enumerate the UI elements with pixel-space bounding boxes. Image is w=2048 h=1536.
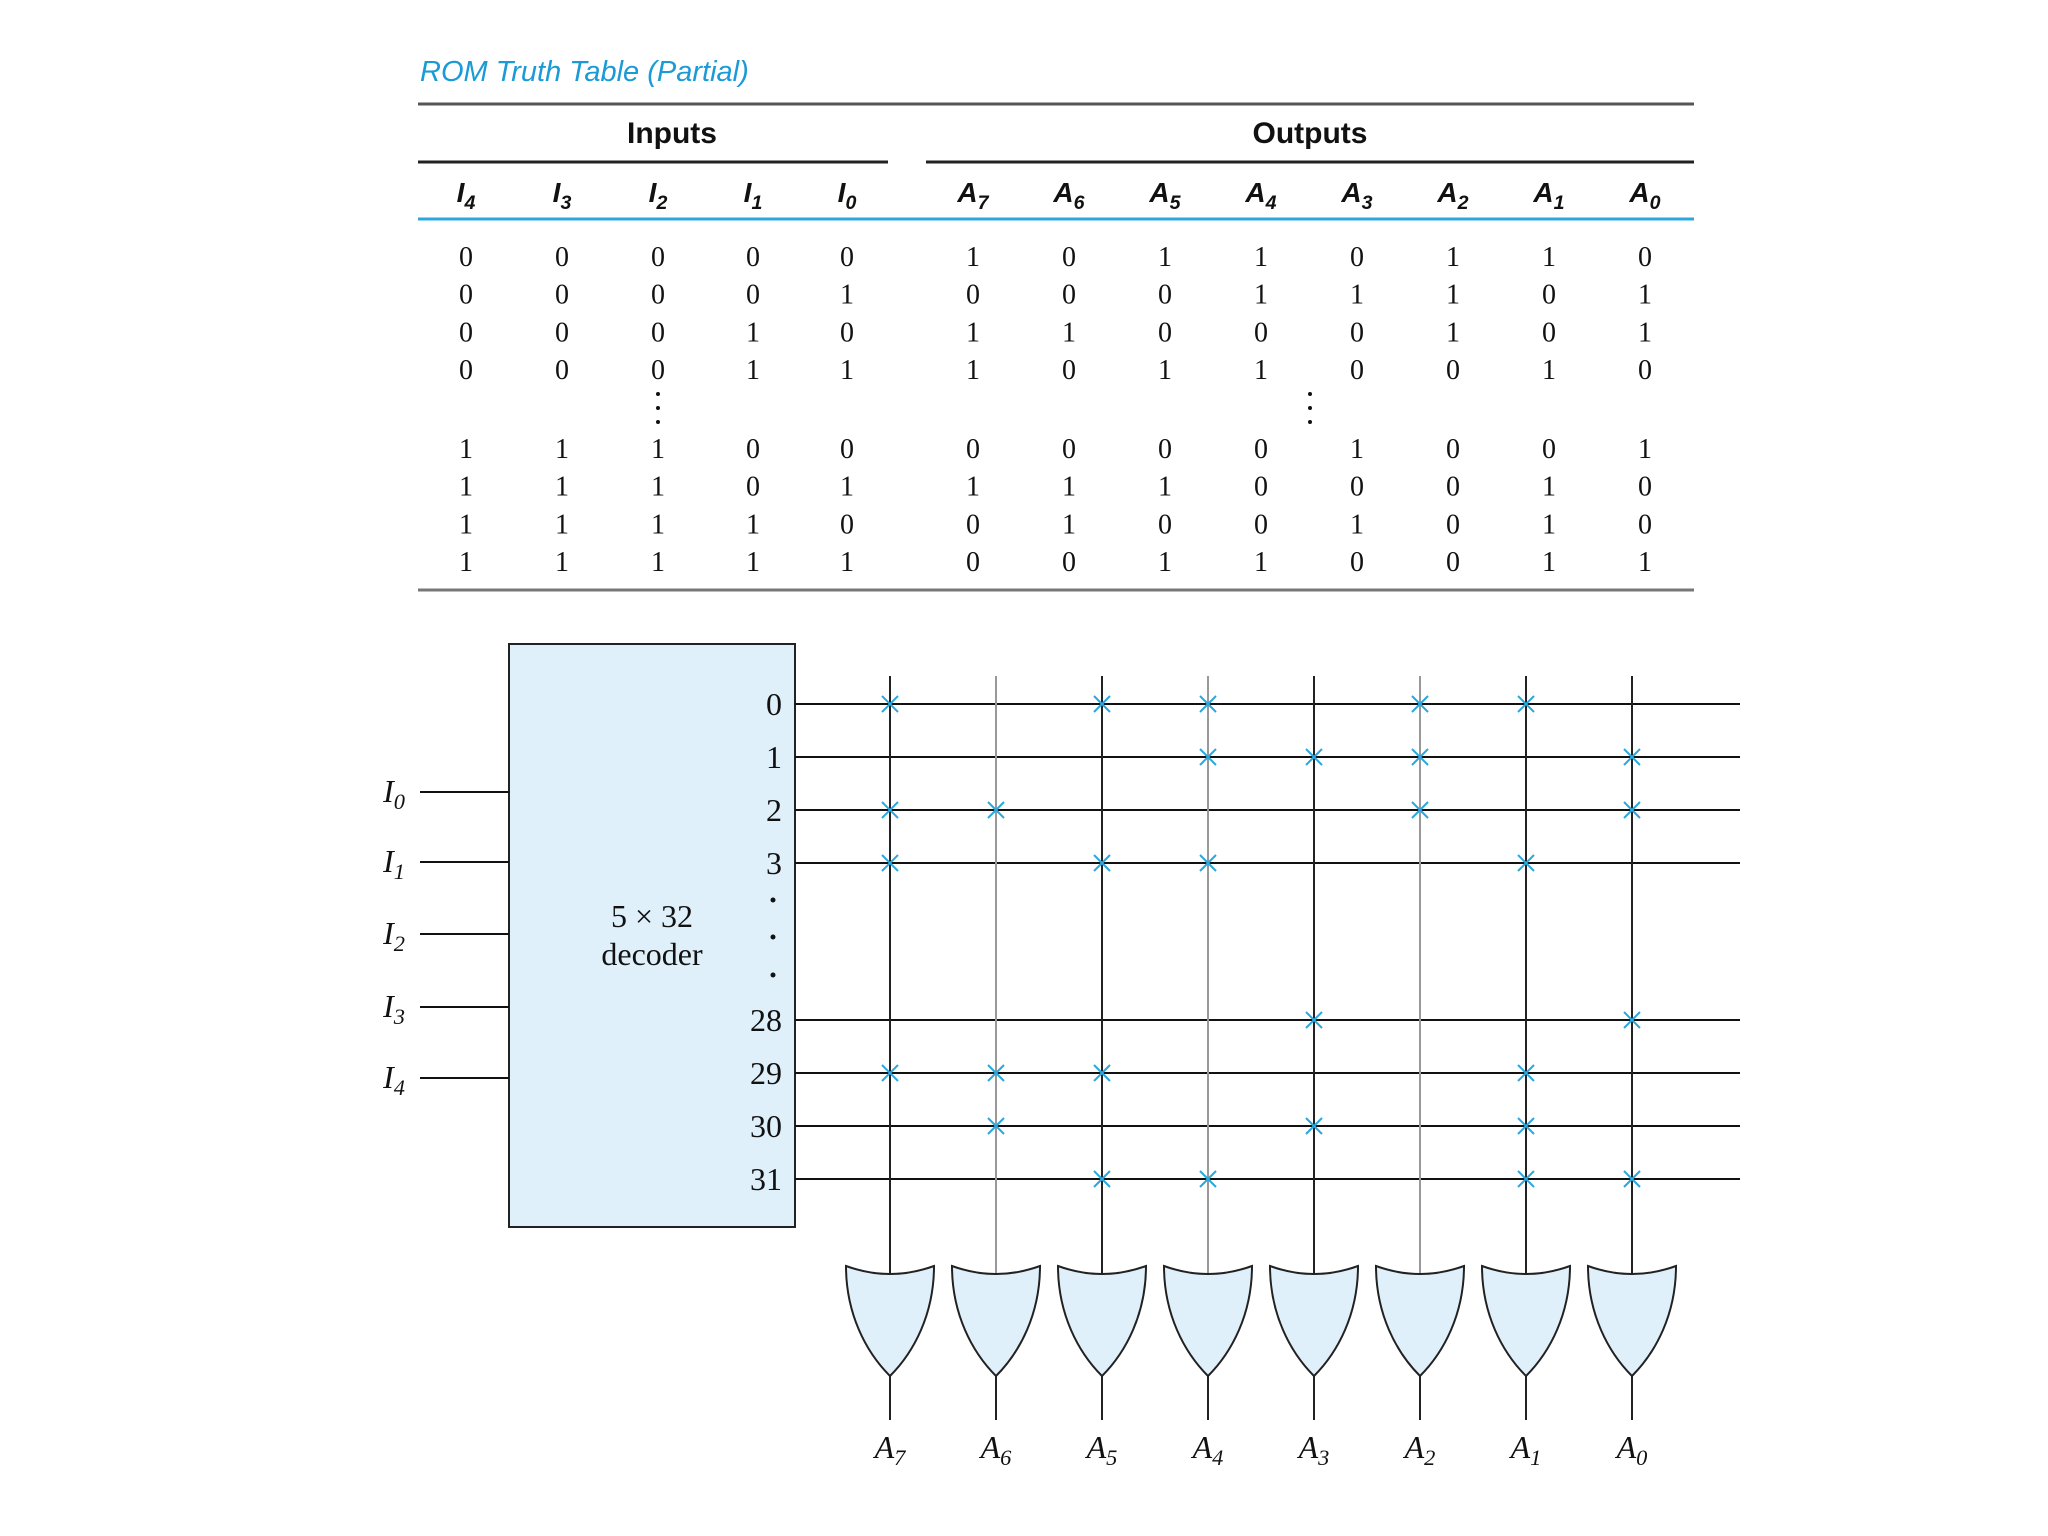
table-row (459, 434, 1652, 465)
input-label-I1: $I_1$ (383, 843, 405, 884)
table-row (459, 355, 1652, 386)
table-cell: 1 (1254, 355, 1268, 387)
input-label-I3: $I_3$ (383, 988, 405, 1029)
table-cell: 0 (840, 434, 854, 465)
table-cell: 1 (1062, 509, 1076, 541)
table-cell: 0 (1158, 279, 1172, 311)
table-cell: 1 (555, 547, 569, 579)
table-cell: 0 (1638, 355, 1652, 387)
or-gate (1482, 1266, 1570, 1376)
decoder-output-label: 1 (766, 739, 782, 775)
input-label-I2: $I_2$ (383, 915, 405, 956)
gate-label-A4: $A_4$ (1192, 1429, 1224, 1470)
table-row (459, 509, 1652, 540)
table-cell: 0 (840, 317, 854, 349)
table-cell: 0 (746, 279, 760, 311)
table-cell: 1 (459, 547, 473, 579)
table-cell: 1 (746, 547, 760, 579)
table-cell: 1 (1638, 434, 1652, 465)
table-cell: 1 (746, 355, 760, 387)
column-header-output-A5: $A_5$ (1149, 177, 1181, 214)
table-cell: 1 (1158, 547, 1172, 579)
table-cell: 1 (1542, 547, 1556, 579)
decoder-output-label: 0 (766, 686, 782, 722)
table-cell: 0 (1542, 317, 1556, 349)
table-cell: 0 (1062, 547, 1076, 579)
table-cell: 1 (1542, 355, 1556, 387)
table-cell: 0 (966, 547, 980, 579)
or-gate (1270, 1266, 1358, 1376)
table-cell: 0 (1254, 317, 1268, 349)
table-cell: 0 (1350, 317, 1364, 349)
table-cell: 1 (1542, 471, 1556, 503)
table-cell: 0 (1350, 355, 1364, 387)
table-cell: 1 (1638, 317, 1652, 349)
column-header-output-A0: $A_0$ (1629, 177, 1661, 214)
decoder-label-line1: 5 × 32 (610, 898, 694, 934)
table-cell: 0 (966, 509, 980, 541)
table-cell: 1 (1638, 279, 1652, 311)
table-cell: 1 (966, 355, 980, 387)
column-header-output-A6: $A_6$ (1053, 177, 1085, 214)
table-cell: 0 (1254, 471, 1268, 503)
table-cell: 0 (1062, 355, 1076, 387)
column-header-output-A1: $A_1$ (1533, 177, 1565, 214)
table-cell: 0 (966, 434, 980, 465)
table-cell: 0 (1062, 434, 1076, 465)
table-cell: 0 (1446, 509, 1460, 541)
table-cell: 0 (746, 434, 760, 465)
gate-label-A7: $A_7$ (874, 1429, 906, 1470)
table-cell: 1 (1542, 509, 1556, 541)
or-gate (1588, 1266, 1676, 1376)
outputs-header: Outputs (1252, 117, 1368, 150)
table-cell: 1 (966, 242, 980, 273)
table-row (459, 547, 1652, 578)
column-header-output-A2: $A_2$ (1437, 177, 1469, 214)
table-cell: 1 (746, 509, 760, 541)
column-header-input-I4: $I_4$ (456, 177, 476, 214)
column-header-input-I0: $I_0$ (837, 177, 857, 214)
table-cell: 0 (1350, 242, 1364, 273)
input-label-I4: $I_4$ (383, 1059, 405, 1100)
gate-label-A6: $A_6$ (980, 1429, 1012, 1470)
table-cell: 1 (746, 317, 760, 349)
table-cell: 1 (1350, 434, 1364, 465)
table-cell: 0 (459, 279, 473, 311)
table-ellipsis (656, 392, 1312, 424)
table-cell: 0 (966, 279, 980, 311)
column-header-input-I1: $I_1$ (743, 177, 763, 214)
input-label-I0: $I_0$ (383, 773, 405, 814)
decoder-output-label: 30 (750, 1108, 782, 1144)
table-row (459, 242, 1652, 273)
or-gate (1058, 1266, 1146, 1376)
column-header-output-A3: $A_3$ (1341, 177, 1373, 214)
table-cell: 1 (1254, 547, 1268, 579)
table-cell: 1 (651, 434, 665, 465)
table-cell: 1 (1638, 547, 1652, 579)
table-cell: 0 (1638, 509, 1652, 541)
table-row (459, 472, 1652, 503)
table-cell: 1 (840, 471, 854, 503)
table-cell: 1 (1446, 242, 1460, 273)
table-cell: 0 (1446, 355, 1460, 387)
decoder-inputs (382, 773, 509, 1100)
or-gates (846, 1266, 1676, 1470)
inputs-header: Inputs (627, 117, 717, 150)
table-cell: 1 (459, 471, 473, 503)
table-body (459, 242, 1652, 578)
table-cell: 1 (840, 547, 854, 579)
decoder-output-label: 3 (766, 845, 782, 881)
table-cell: 0 (840, 509, 854, 541)
gate-label-A0: $A_0$ (1616, 1429, 1648, 1470)
table-cell: 1 (966, 317, 980, 349)
decoder-output-label: 2 (766, 792, 782, 828)
table-cell: 0 (1254, 509, 1268, 541)
decoder-output-label: 29 (750, 1055, 782, 1091)
table-cell: 1 (1158, 355, 1172, 387)
or-gate (1164, 1266, 1252, 1376)
gate-label-A3: $A_3$ (1298, 1429, 1330, 1470)
table-cell: 0 (1542, 434, 1556, 465)
table-title: ROM Truth Table (Partial) (420, 56, 749, 88)
table-cell: 0 (1542, 279, 1556, 311)
table-cell: 1 (1062, 317, 1076, 349)
table-cell: 1 (459, 434, 473, 465)
table-cell: 1 (966, 471, 980, 503)
table-cell: 1 (1062, 471, 1076, 503)
table-cell: 1 (555, 434, 569, 465)
table-cell: 1 (651, 471, 665, 503)
table-cell: 1 (840, 279, 854, 311)
table-cell: 0 (1062, 279, 1076, 311)
table-cell: 1 (840, 355, 854, 387)
gate-label-A5: $A_5$ (1086, 1429, 1118, 1470)
or-input-lines (890, 676, 1632, 1280)
table-cell: 1 (1254, 242, 1268, 273)
or-gate (952, 1266, 1040, 1376)
decoder-output-label: 28 (750, 1002, 782, 1038)
table-cell: 1 (459, 509, 473, 541)
decoder-output-label: 31 (750, 1161, 782, 1197)
table-cell: 1 (651, 509, 665, 541)
table-cell: 1 (1350, 509, 1364, 541)
column-header-output-A7: $A_7$ (957, 177, 989, 214)
table-cell: 0 (1446, 434, 1460, 465)
table-cell: 0 (746, 471, 760, 503)
table-cell: 0 (746, 242, 760, 273)
or-gate (846, 1266, 934, 1376)
table-cell: 0 (555, 355, 569, 387)
table-cell: 1 (555, 509, 569, 541)
table-cell: 0 (459, 355, 473, 387)
column-header-input-I2: $I_2$ (648, 177, 668, 214)
table-cell: 0 (651, 355, 665, 387)
table-cell: 0 (1446, 471, 1460, 503)
table-cell: 0 (1350, 471, 1364, 503)
table-cell: 0 (459, 317, 473, 349)
table-cell: 0 (459, 242, 473, 273)
decoder-outputs (750, 686, 1740, 1197)
table-cell: 0 (555, 242, 569, 273)
table-row (459, 280, 1652, 311)
gate-label-A2: $A_2$ (1404, 1429, 1436, 1470)
table-cell: 0 (1350, 547, 1364, 579)
table-cell: 0 (651, 317, 665, 349)
table-cell: 0 (1638, 242, 1652, 273)
table-cell: 0 (1638, 471, 1652, 503)
table-cell: 1 (1158, 242, 1172, 273)
table-cell: 1 (555, 471, 569, 503)
gate-label-A1: $A_1$ (1510, 1429, 1542, 1470)
table-cell: 0 (1158, 317, 1172, 349)
table-cell: 1 (651, 547, 665, 579)
table-cell: 1 (1254, 279, 1268, 311)
or-gate (1376, 1266, 1464, 1376)
table-cell: 0 (651, 279, 665, 311)
decoder-label-line2: decoder (601, 936, 703, 972)
table-cell: 1 (1350, 279, 1364, 311)
table-cell: 1 (1446, 317, 1460, 349)
table-cell: 0 (1062, 242, 1076, 273)
table-cell: 1 (1446, 279, 1460, 311)
column-headers (457, 177, 1661, 214)
table-row (459, 317, 1652, 348)
table-cell: 1 (1158, 471, 1172, 503)
table-cell: 0 (1158, 509, 1172, 541)
table-cell: 0 (1254, 434, 1268, 465)
table-cell: 0 (555, 279, 569, 311)
table-cell: 0 (1158, 434, 1172, 465)
table-cell: 0 (555, 317, 569, 349)
table-cell: 0 (1446, 547, 1460, 579)
table-cell: 0 (840, 242, 854, 273)
table-cell: 1 (1542, 242, 1556, 273)
column-header-output-A4: $A_4$ (1245, 177, 1277, 214)
table-cell: 0 (651, 242, 665, 273)
column-header-input-I3: $I_3$ (552, 177, 572, 214)
